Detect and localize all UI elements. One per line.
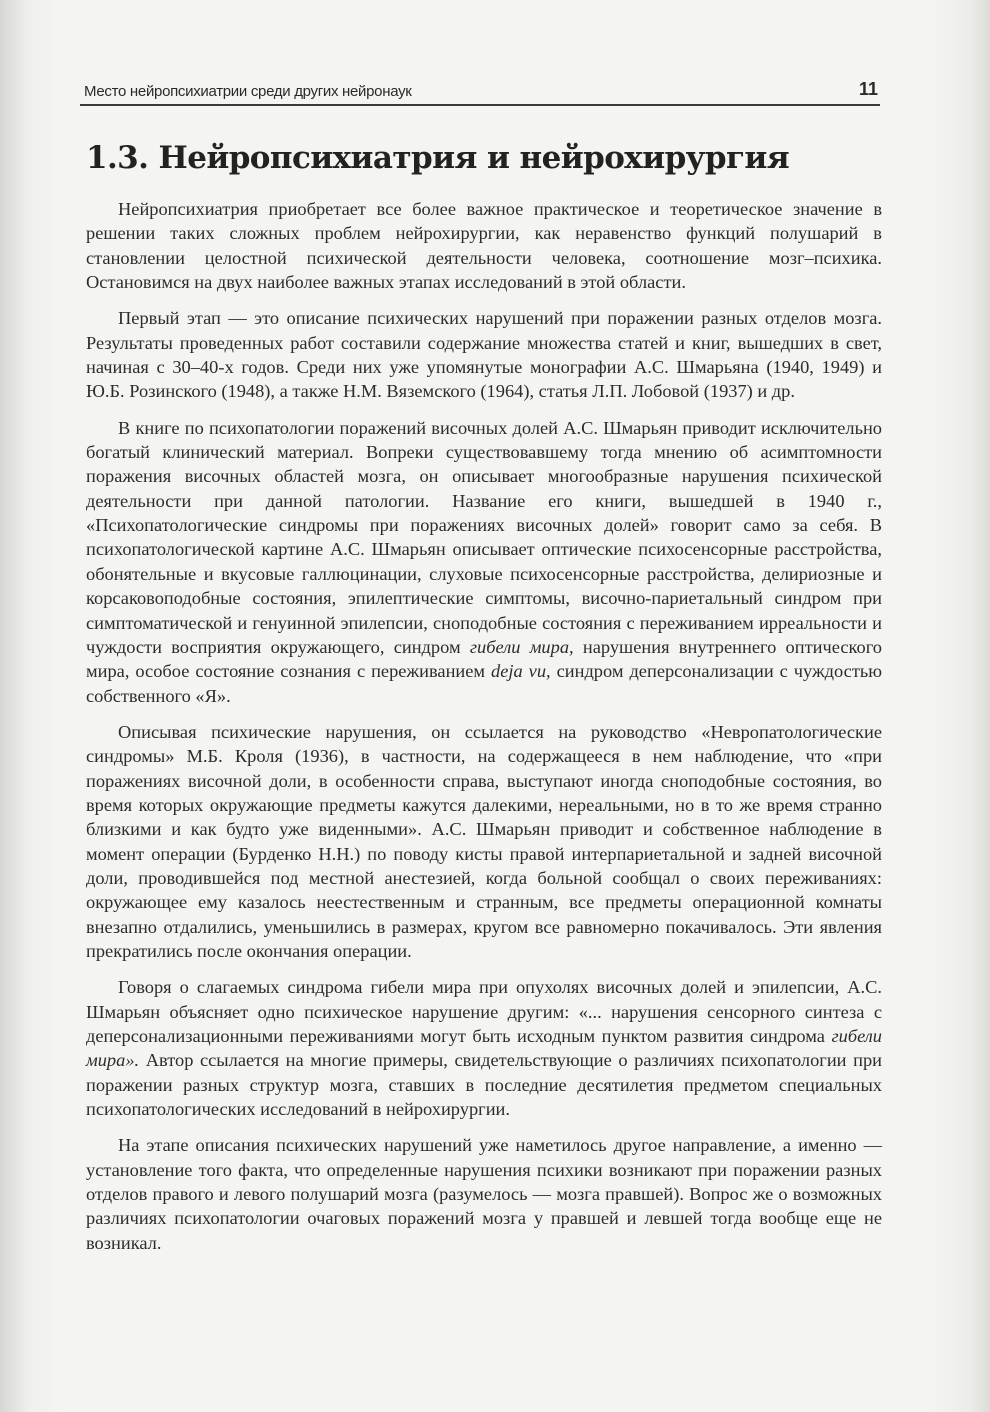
paragraph-6: На этапе описания психических нарушений уже наметилось другое направление, а именно — установление того факта, что определенные нарушения психики возникают при поражении разных отделов правого и левого полушарий мозга (разумелось — мозга правшей). Вопрос же о возможных различиях психопатологии очаговых поражений мозга у правшей и левшей тогда вообще еще не возникал. — [86, 1135, 882, 1253]
paragraph-3-italic-1: гибели мира, — [469, 636, 574, 657]
body-text — [86, 197, 882, 1267]
running-head — [80, 74, 880, 106]
paragraph-3-italic-2: deja vu, — [491, 661, 551, 682]
paragraph-5-italic: гибели мира». — [86, 1026, 882, 1071]
paragraph-5 — [86, 975, 882, 1121]
paragraph-5-text-b: Автор ссылается на многие примеры, свидетельствующие о различиях психопатологии при поражении разных структур мозга, ставших в последние десятилетия предметом специальных психопатологических исследований в нейрохирургии. — [86, 1050, 882, 1120]
page-number: 11 — [858, 79, 878, 99]
paragraph-3-text-c: синдром деперсонализации с чуждостью собственного «Я». — [86, 661, 883, 706]
paragraph-5-text-a: Говоря о слагаемых синдрома гибели мира при опухолях височных долей и эпилепсии, А.С. Шмарьян объясняет одно психическое нарушение другим: «... нарушения сенсорного синтеза с деперсонализационными переживаниями могут быть исходным пунктом развития синдрома — [86, 977, 882, 1046]
paragraph-2: Первый этап — это описание психических нарушений при поражении разных отделов мозга. Результаты проведенных работ составили содержание множества статей и книг, вышедших в свет, начиная с 30–40-х годов. Среди них уже упомянутые монографии А.С. Шмарьяна (1940, 1949) и Ю.Б. Розинского (1948), а также Н.М. Вяземского (1964), статья Л.П. Лобовой (1937) и др. — [86, 308, 882, 402]
paragraph-3 — [86, 416, 882, 708]
paragraph-3-text-a: В книге по психопатологии поражений височных долей А.С. Шмарьян приводит исключительно богатый клинический материал. Вопреки существовавшему тогда мнению об асимптомности поражения височных областей мозга, он описывает многообразные нарушения психической деятельности при данной патологии. Название его книги, вышедшей в 1940 г., «Психопатологические синдромы при поражениях височных долей» говорит само за себя. В психопатологической картине А.С. Шмарьян описывает оптические психосенсорные расстройства, обонятельные и вкусовые галлюцинации, слуховые психосенсорные расстройства, делириозные и корсаковоподобные состояния, эпилептические симптомы, височно-париетальный синдром при симптоматической и генуинной эпилепсии, сноподобные состояния с переживанием ирреальности и чуждости восприятия окружающего, синдром — [86, 417, 882, 657]
paragraph-1: Нейропсихиатрия приобретает все более важное практическое и теоретическое значение в решении таких сложных проблем нейрохирургии, как неравенство функций полушарий в становлении целостной психической деятельности человека, соотношение мозг–психика. Остановимся на двух наиболее важных этапах исследований в этой области. — [86, 199, 882, 293]
paragraph-4: Описывая психические нарушения, он ссылается на руководство «Невропатологические синдромы» М.Б. Кроля (1936), в частности, на содержащееся в нем наблюдение, что «при поражениях височной доли, в особенности справа, выступают иногда сноподобные состояния, во время которых окружающие предметы кажутся далекими, нереальными, но в то же время странно близкими и как будто уже виденными». А.С. Шмарьян приводит и собственное наблюдение в момент операции (Бурденко Н.Н.) по поводу кисты правой интерпариетальной и задней височной доли, проводившейся под местной анестезией, когда больной сообщал о своих переживаниях: окружающее ему казалось неестественным и странным, все предметы операционной комнаты внезапно отдалились, уменьшились в размерах, кругом все равномерно покачивалось. Эти явления прекратились после окончания операции. — [86, 721, 882, 961]
running-head-title: Место нейропсихиатрии среди других нейронаук — [84, 83, 412, 100]
section-heading: 1.3. Нейропсихиатрия и нейрохирургия — [86, 140, 790, 176]
paragraph-3-text-b: нарушения внутреннего оптического мира, особое состояние сознания с переживанием — [86, 636, 882, 682]
